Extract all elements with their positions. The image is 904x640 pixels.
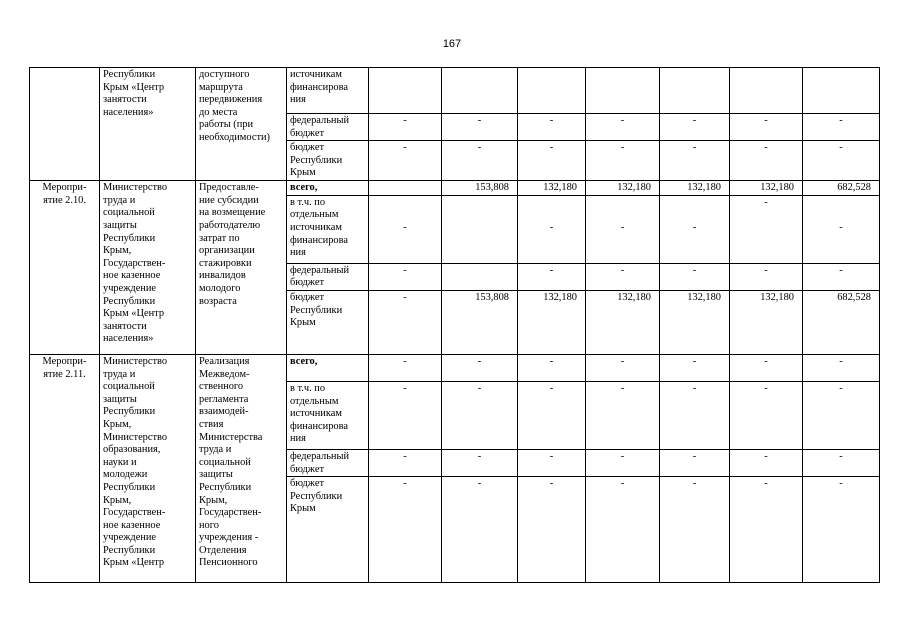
- value-cell-year-1: [369, 141, 442, 181]
- value-cell-year-1: [369, 477, 442, 583]
- value-cell-year-5: [660, 195, 730, 263]
- value-cell-year-6: [730, 181, 803, 196]
- value-text: -: [839, 142, 843, 154]
- value-text: -: [549, 355, 554, 367]
- value-cell-year-4: [586, 195, 660, 263]
- value-text: -: [477, 382, 482, 394]
- value-cell-year-3: [518, 181, 586, 196]
- value-text: 132,180: [543, 291, 577, 303]
- value-text: -: [403, 291, 407, 303]
- executor-cell-text: Республики Крым «Центр занятости населения»: [103, 69, 165, 118]
- value-text: -: [477, 450, 482, 462]
- value-cell-year-4: [586, 114, 660, 141]
- value-text: -: [764, 142, 768, 154]
- description-cell-text: Реализация Межведом- ственного регламента взаимодей- ствия Министерства труда и социальной защиты Республики Крым, Государствен- ного учреждения - Отделения Пенсионного: [199, 355, 263, 569]
- value-text: -: [620, 221, 625, 233]
- value-text: -: [692, 221, 697, 233]
- event-cell-text: Меропри- ятие 2.11.: [42, 355, 87, 380]
- value-cell-year-2: [442, 449, 518, 476]
- funding-source-text: всего,: [290, 182, 318, 194]
- value-text: -: [403, 142, 407, 154]
- value-cell-year-2: [442, 477, 518, 583]
- value-cell-year-6: [730, 449, 803, 476]
- value-text: -: [764, 115, 768, 126]
- value-cell-year-6: [730, 195, 803, 263]
- value-text: -: [692, 355, 697, 367]
- value-cell-year-7: [803, 195, 880, 263]
- value-cell-year-7: [803, 68, 880, 114]
- value-cell-year-4: [586, 354, 660, 381]
- value-cell-year-1: [369, 114, 442, 141]
- value-cell-year-4: [586, 181, 660, 196]
- value-cell-year-6: [730, 114, 803, 141]
- value-text: -: [692, 450, 697, 462]
- funding-source-cell: [287, 354, 369, 381]
- value-cell-year-7: [803, 381, 880, 449]
- description-cell: [196, 181, 287, 355]
- funding-source-cell: [287, 263, 369, 290]
- value-text: -: [839, 382, 843, 394]
- value-cell-year-6: [730, 290, 803, 354]
- value-cell-year-2: [442, 195, 518, 263]
- value-cell-year-1: [369, 195, 442, 263]
- value-text: 132,180: [760, 291, 794, 303]
- funding-source-text: федеральный бюджет: [290, 450, 350, 475]
- table-body: [30, 68, 880, 583]
- value-text: -: [620, 264, 625, 276]
- value-text: 132,180: [617, 182, 651, 194]
- value-cell-year-5: [660, 181, 730, 196]
- value-cell-year-6: [730, 141, 803, 181]
- value-text: -: [692, 142, 697, 154]
- value-cell-year-2: [442, 290, 518, 354]
- value-cell-year-3: [518, 381, 586, 449]
- funding-source-cell: [287, 449, 369, 476]
- funding-source-text: бюджет Республики Крым: [290, 478, 343, 515]
- value-text: -: [477, 355, 482, 367]
- description-cell: [196, 354, 287, 582]
- value-cell-year-4: [586, 290, 660, 354]
- value-text: -: [549, 450, 554, 462]
- page-number: 167: [442, 38, 462, 50]
- value-text: -: [839, 264, 843, 276]
- value-cell-year-5: [660, 354, 730, 381]
- value-cell-year-5: [660, 68, 730, 114]
- value-text: -: [764, 382, 768, 394]
- value-cell-year-5: [660, 381, 730, 449]
- value-text: -: [477, 478, 482, 490]
- value-text: -: [764, 196, 768, 208]
- table-row: [30, 181, 880, 196]
- value-text: 132,180: [760, 182, 794, 194]
- description-cell-text: Предоставле- ние субсидии на возмещение работодателю затрат по организации стажировки инвалидов молодого возраста: [199, 182, 266, 307]
- value-text: -: [839, 478, 843, 490]
- value-text: -: [620, 355, 625, 367]
- value-cell-year-2: [442, 68, 518, 114]
- funding-source-text: в т.ч. по отдельным источникам финансирова ния: [290, 196, 348, 259]
- value-text: -: [764, 450, 768, 462]
- executor-cell-text: Министерство труда и социальной защиты Республики Крым, Государствен- ное казенное учреждение Республики Крым «Центр занятости населения»: [103, 182, 168, 345]
- value-text: -: [403, 382, 407, 394]
- executor-cell: [100, 181, 196, 355]
- value-text: -: [477, 115, 482, 126]
- value-cell-year-7: [803, 141, 880, 181]
- value-cell-year-1: [369, 263, 442, 290]
- value-text: -: [839, 450, 843, 462]
- funding-source-cell: [287, 195, 369, 263]
- value-cell-year-3: [518, 141, 586, 181]
- value-cell-year-6: [730, 354, 803, 381]
- value-cell-year-2: [442, 141, 518, 181]
- value-text: -: [403, 355, 407, 367]
- value-cell-year-3: [518, 195, 586, 263]
- value-text: -: [839, 355, 843, 367]
- value-cell-year-7: [803, 263, 880, 290]
- value-cell-year-1: [369, 68, 442, 114]
- value-cell-year-6: [730, 263, 803, 290]
- value-cell-year-1: [369, 449, 442, 476]
- value-text: 132,180: [687, 291, 721, 303]
- value-text: -: [549, 478, 554, 490]
- funding-source-text: всего,: [290, 355, 318, 367]
- value-cell-year-7: [803, 449, 880, 476]
- value-cell-year-7: [803, 181, 880, 196]
- value-cell-year-3: [518, 449, 586, 476]
- funding-source-cell: [287, 114, 369, 141]
- value-text: -: [764, 478, 768, 490]
- value-cell-year-2: [442, 263, 518, 290]
- value-text: -: [403, 264, 407, 276]
- value-text: -: [403, 450, 407, 462]
- description-cell: [196, 68, 287, 181]
- value-cell-year-6: [730, 477, 803, 583]
- value-cell-year-4: [586, 68, 660, 114]
- executor-cell: [100, 354, 196, 582]
- value-text: -: [692, 382, 697, 394]
- event-cell: [30, 68, 100, 181]
- value-cell-year-7: [803, 477, 880, 583]
- value-cell-year-1: [369, 290, 442, 354]
- value-cell-year-3: [518, 477, 586, 583]
- value-text: -: [403, 115, 407, 126]
- value-cell-year-7: [803, 354, 880, 381]
- value-cell-year-5: [660, 477, 730, 583]
- value-cell-year-5: [660, 263, 730, 290]
- value-cell-year-1: [369, 381, 442, 449]
- value-cell-year-3: [518, 263, 586, 290]
- value-text: -: [549, 115, 554, 126]
- budget-table: [29, 67, 880, 583]
- value-text: -: [549, 264, 554, 276]
- funding-source-cell: [287, 141, 369, 181]
- value-cell-year-4: [586, 381, 660, 449]
- funding-source-text: бюджет Республики Крым: [290, 291, 343, 329]
- value-cell-year-3: [518, 290, 586, 354]
- description-cell-text: доступного маршрута передвижения до места работы (при необходимости): [199, 69, 271, 143]
- value-cell-year-3: [518, 68, 586, 114]
- event-cell-text: Меропри- ятие 2.10.: [42, 182, 87, 206]
- value-text: -: [692, 478, 697, 490]
- funding-source-text: источникам финансирова ния: [290, 69, 348, 106]
- value-text: -: [403, 478, 407, 490]
- value-text: -: [839, 221, 843, 233]
- value-cell-year-6: [730, 381, 803, 449]
- value-cell-year-5: [660, 114, 730, 141]
- value-cell-year-4: [586, 141, 660, 181]
- funding-source-text: бюджет Республики Крым: [290, 142, 343, 179]
- value-text: -: [692, 264, 697, 276]
- value-text: -: [549, 221, 554, 233]
- funding-source-cell: [287, 477, 369, 583]
- value-text: -: [764, 355, 768, 367]
- value-cell-year-1: [369, 354, 442, 381]
- value-text: -: [477, 142, 482, 154]
- funding-source-cell: [287, 290, 369, 354]
- value-cell-year-7: [803, 290, 880, 354]
- value-text: -: [620, 382, 625, 394]
- executor-cell: [100, 68, 196, 181]
- value-cell-year-3: [518, 114, 586, 141]
- value-text: 682,528: [837, 291, 871, 303]
- executor-cell-text: Министерство труда и социальной защиты Республики Крым, Министерство образования, науки и молодежи Республики Крым, Государствен- ное казенное учреждение Республики Крым «Центр: [103, 355, 168, 569]
- event-cell: [30, 181, 100, 355]
- value-text: -: [620, 115, 625, 126]
- table-row: [30, 354, 880, 381]
- value-text: -: [839, 115, 843, 126]
- value-text: -: [620, 450, 625, 462]
- value-text: 153,808: [475, 291, 509, 303]
- value-cell-year-2: [442, 114, 518, 141]
- value-text: -: [692, 115, 697, 126]
- table-row: [30, 68, 880, 114]
- value-cell-year-2: [442, 354, 518, 381]
- value-cell-year-6: [730, 68, 803, 114]
- funding-source-text: федеральный бюджет: [290, 115, 350, 139]
- value-text: 132,180: [617, 291, 651, 303]
- funding-source-cell: [287, 68, 369, 114]
- value-cell-year-4: [586, 449, 660, 476]
- value-cell-year-7: [803, 114, 880, 141]
- value-cell-year-5: [660, 290, 730, 354]
- value-cell-year-5: [660, 449, 730, 476]
- value-text: 132,180: [543, 182, 577, 194]
- value-cell-year-3: [518, 354, 586, 381]
- value-text: -: [549, 382, 554, 394]
- funding-source-text: федеральный бюджет: [290, 264, 350, 289]
- value-cell-year-2: [442, 381, 518, 449]
- value-cell-year-5: [660, 141, 730, 181]
- funding-source-text: в т.ч. по отдельным источникам финансирова ния: [290, 382, 348, 445]
- value-text: 132,180: [687, 182, 721, 194]
- value-cell-year-1: [369, 181, 442, 196]
- value-cell-year-4: [586, 477, 660, 583]
- value-text: -: [549, 142, 554, 154]
- value-text: -: [764, 264, 768, 276]
- funding-source-cell: [287, 381, 369, 449]
- value-cell-year-4: [586, 263, 660, 290]
- value-cell-year-2: [442, 181, 518, 196]
- value-text: 682,528: [837, 182, 871, 194]
- event-cell: [30, 354, 100, 582]
- funding-source-cell: [287, 181, 369, 196]
- value-text: 153,808: [475, 182, 509, 194]
- value-text: -: [403, 221, 407, 233]
- value-text: -: [620, 142, 625, 154]
- value-text: -: [620, 478, 625, 490]
